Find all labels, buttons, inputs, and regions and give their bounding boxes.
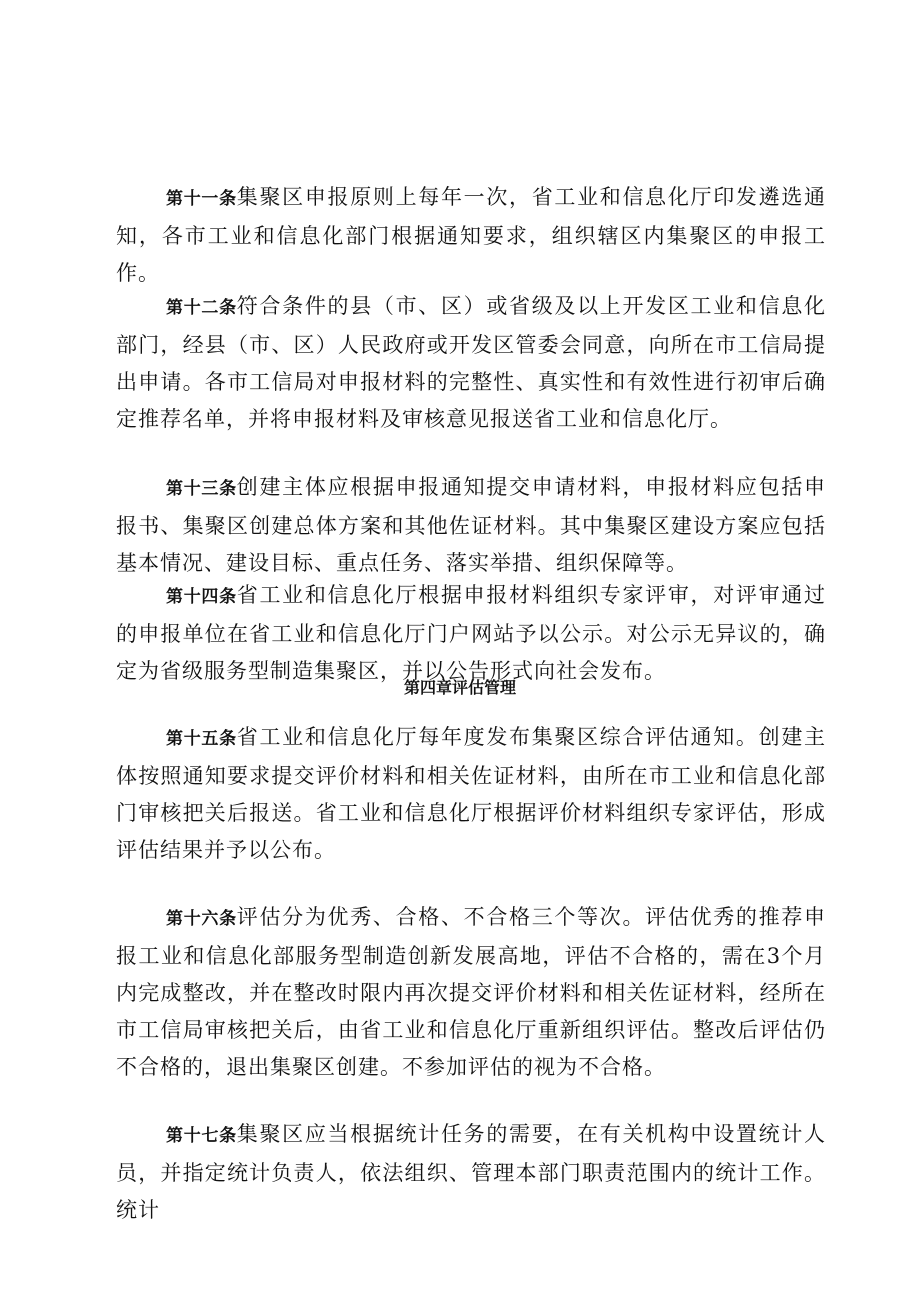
article-text: 省工业和信息化厅每年度发布集聚区综合评估通知。创建主体按照通知要求提交评价材料和相关佐证材料，由所在市工业和信息化部门审核把关后报送。省工业和信息化厅根据评价材料组织专家评估，形成评估结果并予以公布。 bbox=[116, 725, 827, 862]
article-text: 评估分为优秀、合格、不合格三个等次。评估优秀的推荐申报工业和信息化部服务型制造创新发展高地，评估不合格的，需在3个月内完成整改，并在整改时限内再次提交评价材料和相关佐证材料，经所在市工信局审核把关后，由省工业和信息化厅重新组织评估。整改后评估仍不合格的，退出集聚区创建。不参加评估的视为不合格。 bbox=[116, 905, 827, 1079]
article-16 bbox=[116, 899, 826, 1086]
article-15 bbox=[116, 719, 826, 869]
article-12 bbox=[116, 288, 826, 438]
chapter-title: 第四章评估管理 bbox=[403, 678, 516, 697]
article-label: 第十四条 bbox=[166, 587, 237, 607]
article-11 bbox=[116, 179, 826, 292]
article-label: 第十七条 bbox=[166, 1126, 237, 1146]
article-text: 集聚区申报原则上每年一次，省工业和信息化厅印发遴选通知，各市工业和信息化部门根据通知要求，组织辖区内集聚区的申报工作。 bbox=[116, 185, 827, 285]
article-text: 集聚区应当根据统计任务的需要，在有关机构中设置统计人员，并指定统计负责人，依法组织、管理本部门职责范围内的统计工作。统计 bbox=[116, 1122, 827, 1222]
article-text: 创建主体应根据申报通知提交申请材料，申报材料应包括申报书、集聚区创建总体方案和其他佐证材料。其中集聚区建设方案应包括基本情况、建设目标、重点任务、落实举措、组织保障等。 bbox=[116, 475, 827, 575]
article-label: 第十六条 bbox=[166, 909, 237, 929]
article-label: 第十五条 bbox=[166, 729, 237, 749]
article-text: 省工业和信息化厅根据申报材料组织专家评审，对评审通过的申报单位在省工业和信息化厅门户网站予以公示。对公示无异议的，确定为省级服务型制造集聚区，并以公告形式向社会发布。 bbox=[116, 583, 827, 683]
article-text: 符合条件的县（市、区）或省级及以上开发区工业和信息化部门，经县（市、区）人民政府或开发区管委会同意，向所在市工信局提出申请。各市工信局对申报材料的完整性、真实性和有效性进行初审后确定推荐名单，并将申报材料及审核意见报送省工业和信息化厅。 bbox=[116, 294, 827, 431]
article-label: 第十三条 bbox=[166, 479, 237, 499]
article-14 bbox=[116, 577, 826, 690]
article-label: 第十二条 bbox=[166, 298, 237, 318]
article-17 bbox=[116, 1116, 826, 1229]
article-13 bbox=[116, 469, 826, 582]
article-label: 第十一条 bbox=[166, 189, 237, 209]
